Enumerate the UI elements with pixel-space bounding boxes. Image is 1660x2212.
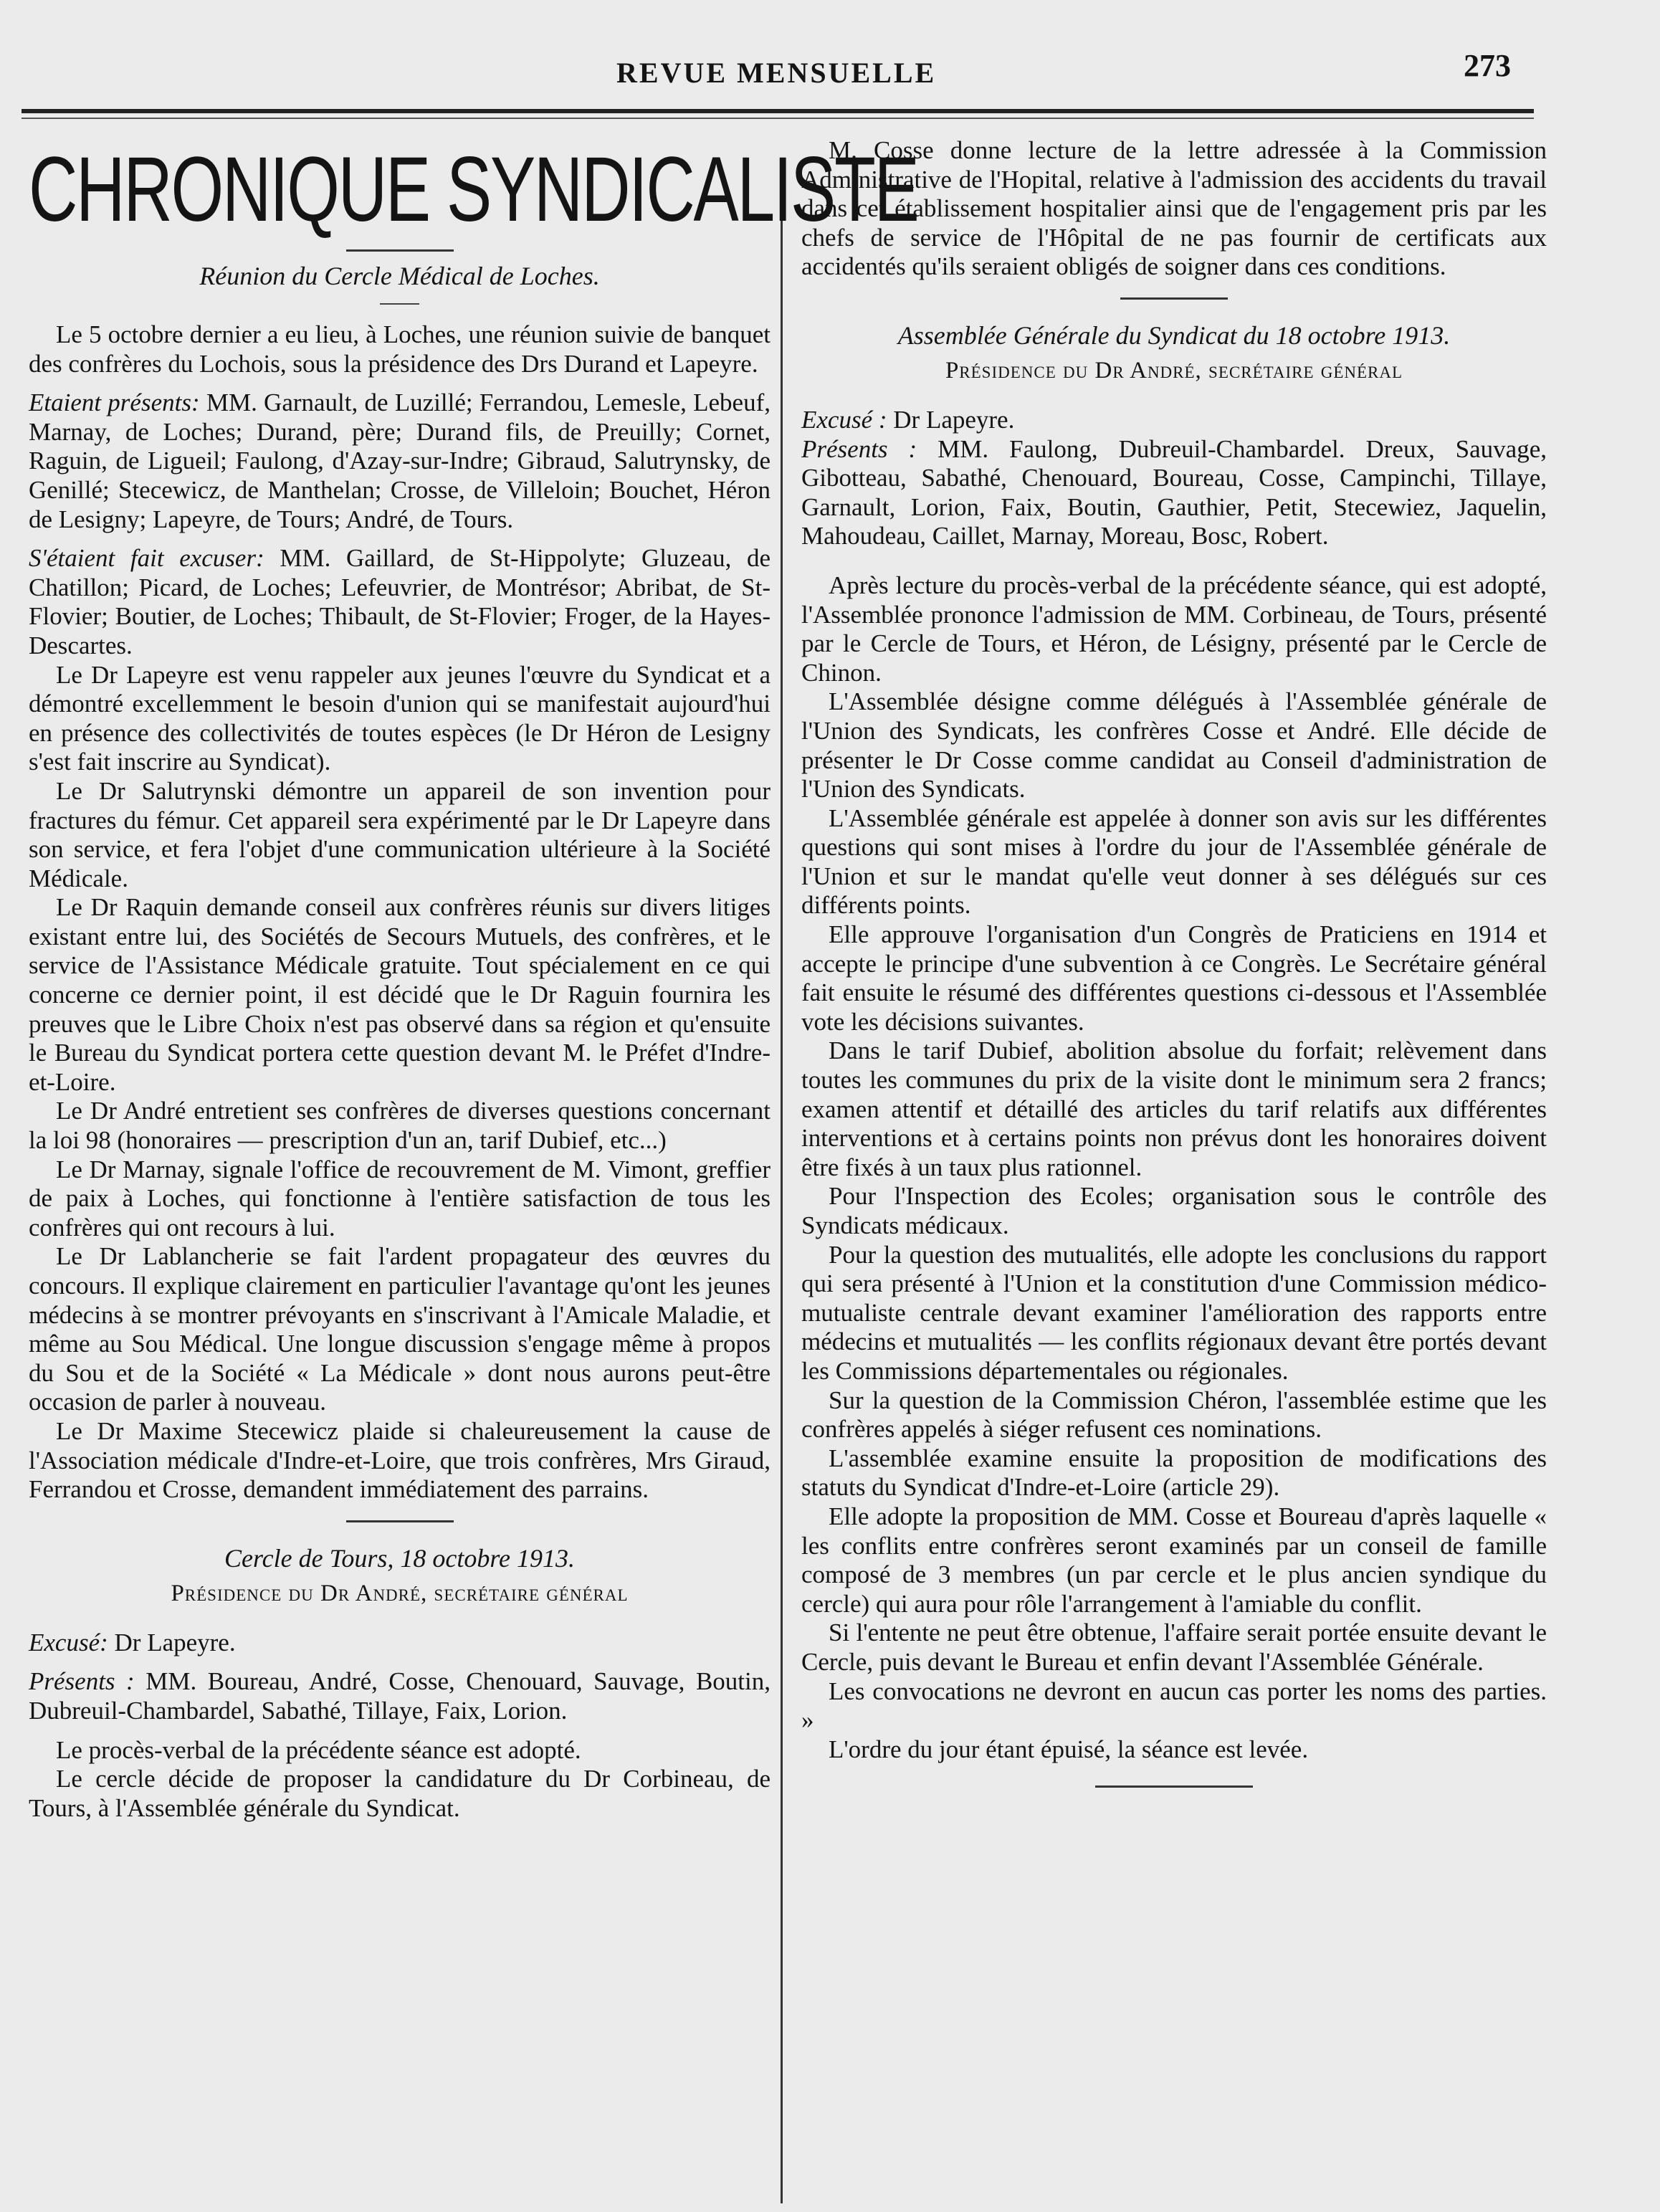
paragraph: Le cercle décide de proposer la candidature du Dr Corbineau, de Tours, à l'Assemblée générale du Syndicat.	[29, 1765, 771, 1822]
running-header	[0, 0, 1660, 122]
paragraph: L'Assemblée générale est appelée à donner son avis sur les différentes questions qui sont mises à l'ordre du jour de l'Assemblée générale de l'Union et sur le mandat qu'elle veut donner à ses délégués sur ces différents points.	[801, 804, 1547, 920]
assembly-presidence: Présidence du Dr André, secrétaire général	[945, 357, 1403, 383]
paragraph: Le Dr Raquin demande conseil aux confrères réunis sur divers litiges existant entre lui, des Sociétés de Secours Mutuels, des confrères, et le service de l'Assistance Médicale gratuite. Tout spécialement en ce qui concerne ce dernier point, il est décidé que le Dr Raguin fournira les preuves que le Libre Choix n'est pas observé dans sa région et qu'ensuite le Bureau du Syndicat portera cette question devant M. le Préfet d'Indre-et-Loire.	[29, 893, 771, 1096]
assembly-title: Assemblée Générale du Syndicat du 18 octobre 1913.	[897, 320, 1451, 350]
header-rule	[22, 109, 1534, 113]
paragraph: Elle adopte la proposition de MM. Cosse et Boureau d'après laquelle « les conflits entre confrères seront examinés par un conseil de famille composé de 3 membres (un par cercle et le plus ancien syndique du cercle) qui aura pour rôle l'arrangement à l'amiable du conflit.	[801, 1502, 1547, 1618]
cosse-letter	[801, 136, 1547, 282]
header-rule-thin	[22, 118, 1534, 119]
meeting2-body	[29, 1736, 771, 1824]
paragraph: Elle approuve l'organisation d'un Congrès de Praticiens en 1914 et accepte le principe d'une subvention à ce Congrès. Le Secrétaire général fait ensuite le résumé des différentes questions ci-dessous et l'Assemblée vote les décisions suivantes.	[801, 920, 1547, 1036]
paragraph: Sur la question de la Commission Chéron, l'assemblée estime que les confrères appelés à siéger refusent ces nominations.	[801, 1386, 1547, 1444]
title-rule	[346, 249, 454, 252]
end-rule	[1095, 1786, 1253, 1788]
paragraph: Dans le tarif Dubief, abolition absolue du forfait; relèvement dans toutes les communes du prix de la visite dont le minimum sera 2 francs; examen attentif et détaillé des articles du tarif relatifs aux différentes interventions et à certains points non prévus dont les honoraires doivent être fixés à un taux plus rationnel.	[801, 1036, 1547, 1181]
excused-list: S'étaient fait excuser: MM. Gaillard, de St-Hippolyte; Gluzeau, de Chatillon; Picard, de Loches; Lefeuvrier, de Montrésor; Abribat, de St-Flovier; Boutier, de Loches; Thibault, de St-Flovier; Froger, de la Hayes-Descartes.	[29, 544, 771, 659]
meeting1-title: Réunion du Cercle Médical de Loches.	[199, 262, 600, 290]
paragraph: Le 5 octobre dernier a eu lieu, à Loches, une réunion suivie de banquet des confrères du Lochois, sous la présidence des Drs Durand et Lapeyre.	[29, 320, 771, 378]
paragraph: Le Dr Salutrynski démontre un appareil de son invention pour fractures du fémur. Cet appareil sera expérimenté par le Dr Lapeyre dans son service, et fera l'objet d'une communication ultérieure à la Société Médicale.	[29, 776, 771, 892]
m2-present: Présents : MM. Boureau, André, Cosse, Chenouard, Sauvage, Boutin, Dubreuil-Chambardel, Sabathé, Tillaye, Faix, Lorion.	[29, 1667, 771, 1725]
paragraph: Si l'entente ne peut être obtenue, l'affaire serait portée ensuite devant le Cercle, puis devant le Bureau et enfin devant l'Assemblée Générale.	[801, 1619, 1547, 1676]
divider	[1120, 297, 1228, 300]
paragraph: Après lecture du procès-verbal de la précédente séance, qui est adopté, l'Assemblée prononce l'admission de MM. Corbineau, de Tours, présenté par le Cercle de Tours, et Héron, de Lésigny, présenté par le Cercle de Chinon.	[801, 571, 1547, 687]
assembly-present: Présents : MM. Faulong, Dubreuil-Chambardel. Dreux, Sauvage, Gibotteau, Sabathé, Chenouard, Boureau, Cosse, Campinchi, Tillaye, Garnault, Lorion, Faix, Boutin, Gauthier, Petit, Stecewiez, Jaquelin, Mahoudeau, Caillet, Marnay, Moreau, Bosc, Robert.	[801, 434, 1547, 550]
paragraph: Pour l'Inspection des Ecoles; organisation sous le contrôle des Syndicats médicaux.	[801, 1182, 1547, 1239]
paragraph: Pour la question des mutualités, elle adopte les conclusions du rapport qui sera présenté à l'Union et la constitution d'une Commission médico-mutualiste centrale devant examiner l'amélioration des rapports entre médecins et mutualités — les conflits régionaux devant être portés devant les Commissions départementales ou régionales.	[801, 1240, 1547, 1385]
assembly-excused: Excusé : Dr Lapeyre.	[801, 405, 1015, 434]
section-title: CHRONIQUE SYNDICALISTE	[29, 138, 918, 241]
page-number: 273	[1464, 48, 1511, 83]
paragraph: Le Dr André entretient ses confrères de diverses questions concernant la loi 98 (honoraires — prescription d'un an, tarif Dubief, etc...)	[29, 1097, 771, 1155]
meeting1-body	[29, 661, 771, 1505]
right-column	[801, 136, 1547, 1788]
assembly-body	[801, 571, 1547, 1764]
paragraph: L'Assemblée désigne comme délégués à l'Assemblée générale de l'Union des Syndicats, les confrères Cosse et André. Elle décide de présenter le Dr Cosse comme candidat au Conseil d'administration de l'Union des Syndicats.	[801, 687, 1547, 804]
paragraph: Le Dr Marnay, signale l'office de recouvrement de M. Vimont, greffier de paix à Loches, qui fonctionne à l'entière satisfaction de tous les confrères qui ont recours à lui.	[29, 1155, 771, 1241]
paragraph: Le Dr Lapeyre est venu rappeler aux jeunes l'œuvre du Syndicat et a démontré excellemment le besoin d'union qui se manifestait aujourd'hui en présence des collectivités de toutes espèces (le Dr Héron de Lesigny s'est fait inscrire au Syndicat).	[29, 660, 771, 776]
paragraph: L'ordre du jour étant épuisé, la séance est levée.	[829, 1735, 1309, 1763]
present-list: Etaient présents: MM. Garnault, de Luzillé; Ferrandou, Lemesle, Lebeuf, Marnay, de Loches; Durand, père; Durand fils, de Preuilly; Cornet, Raguin, de Ligueil; Faulong, d'Azay-sur-Indre; Gibraud, Salutrynsky, de Genillé; Stecewicz, de Manthelan; Crosse, de Villeloin; Bouchet, Héron de Lesigny; Lapeyre, de Tours; André, de Tours.	[29, 388, 771, 533]
paragraph: Le Dr Lablancherie se fait l'ardent propagateur des œuvres du concours. Il explique clairement en particulier l'avantage qu'ont les jeunes médecins à se montrer prévoyants en s'inscrivant à l'Amicale Maladie, et même au Sou Médical. Une longue discussion s'engage même à propos du Sou et de la Société « La Médicale » dont nous aurons peut-être occasion de parler à nouveau.	[29, 1242, 771, 1416]
divider	[380, 303, 419, 305]
meeting1-intro	[29, 320, 771, 378]
left-column	[29, 136, 918, 1823]
paragraph: Le procès-verbal de la précédente séance est adopté.	[56, 1735, 581, 1764]
divider	[346, 1520, 454, 1522]
meeting2-title: Cercle de Tours, 18 octobre 1913.	[224, 1543, 575, 1573]
meeting2-presidence: Présidence du Dr André, secrétaire général	[171, 1580, 629, 1606]
paragraph: M. Cosse donne lecture de la lettre adressée à la Commission Administrative de l'Hopital, relative à l'admission des accidents du travail dans cet établissement hospitalier ainsi que de l'engagement pris par les chefs de service de l'Hôpital de ne pas fournir de certificats aux accidentés qu'ils seraient obligés de soigner dans ces conditions.	[801, 136, 1547, 281]
m2-excused: Excusé: Dr Lapeyre.	[29, 1628, 236, 1656]
paragraph: Le Dr Maxime Stecewicz plaide si chaleureusement la cause de l'Association médicale d'Indre-et-Loire, que trois confrères, Mrs Giraud, Ferrandou et Crosse, demandent immédiatement des parrains.	[29, 1416, 771, 1504]
running-title: REVUE MENSUELLE	[616, 57, 937, 89]
column-divider	[781, 161, 783, 2203]
paragraph: L'assemblée examine ensuite la proposition de modifications des statuts du Syndicat d'Indre-et-Loire (article 29).	[801, 1444, 1547, 1502]
paragraph: Les convocations ne devront en aucun cas porter les noms des parties. »	[801, 1677, 1547, 1735]
